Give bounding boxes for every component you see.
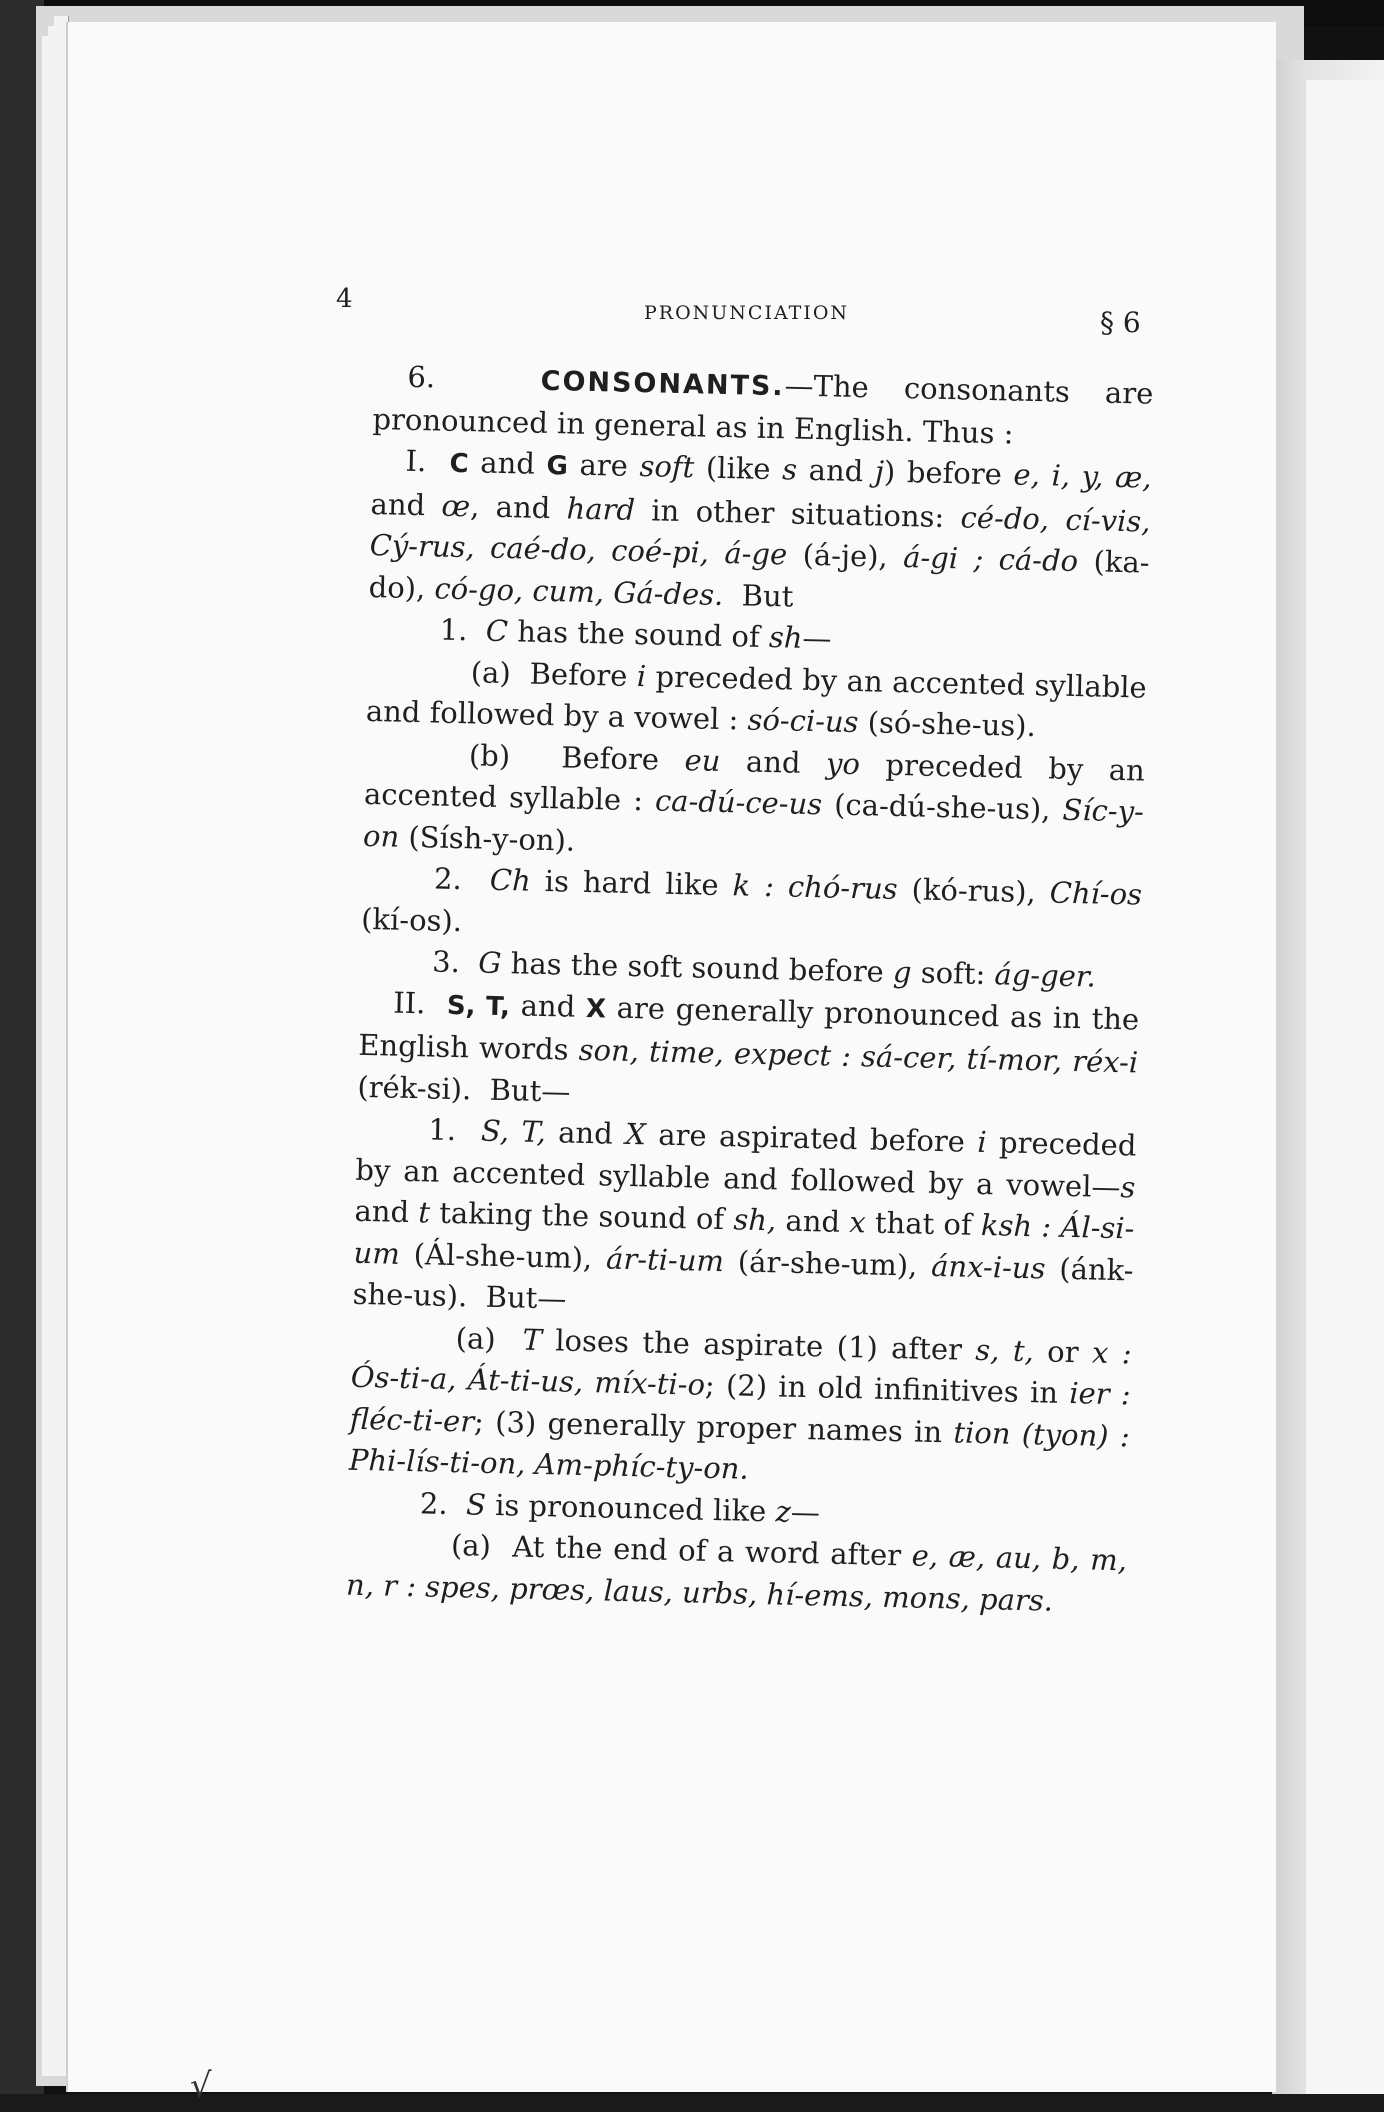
rule-number: 2. bbox=[433, 861, 463, 897]
text: and bbox=[557, 1115, 614, 1151]
latin-example: ca-dú-ce-us bbox=[654, 783, 823, 822]
letter: S bbox=[465, 1486, 487, 1522]
rule-number: II. bbox=[392, 985, 426, 1020]
section-number: 6. bbox=[407, 359, 436, 395]
latin-example: Ál-si-um bbox=[353, 1209, 1135, 1271]
text: and bbox=[354, 1193, 410, 1230]
rule-II-2a-paragraph bbox=[346, 1523, 1128, 1624]
text: At the end of a word after bbox=[511, 1529, 902, 1573]
pronunciation: (só-she-us). bbox=[867, 705, 1037, 744]
latin-examples: á-gi ; cá-do bbox=[902, 540, 1079, 579]
pronunciation: (ca-dú-she-us), bbox=[833, 787, 1051, 827]
latin-example: só-ci-us bbox=[747, 702, 859, 740]
rule-I-paragraph bbox=[368, 440, 1152, 626]
letters: S, T, bbox=[480, 1113, 547, 1150]
text: — bbox=[802, 620, 832, 656]
sound: ksh : bbox=[980, 1207, 1052, 1244]
subrule-label: (a) bbox=[455, 1320, 497, 1356]
text: are generally pronounced as in the English words bbox=[357, 990, 1140, 1067]
rule-I-1b-paragraph bbox=[363, 732, 1146, 874]
letter: k : bbox=[732, 868, 775, 904]
latin-examples: Ós-ti-a, Át-ti-us, míx-ti-o bbox=[350, 1359, 706, 1402]
text: are bbox=[579, 447, 629, 483]
page-number: 4 bbox=[336, 284, 353, 314]
latin-examples: sá-cer, tí-mor, réx-i bbox=[860, 1039, 1139, 1080]
text: taking the sound of bbox=[438, 1195, 725, 1237]
pronunciation: (ánk-she-us). bbox=[352, 1251, 1134, 1314]
letter: x : bbox=[1091, 1335, 1133, 1370]
rule-number: I. bbox=[405, 443, 427, 479]
pronunciation: (Sísh-y-on). bbox=[408, 819, 576, 858]
text: and bbox=[370, 486, 426, 522]
suffix: tion bbox=[953, 1414, 1011, 1451]
text: is hard like bbox=[544, 864, 720, 902]
letter: g bbox=[892, 954, 912, 990]
text: are aspirated before bbox=[657, 1117, 966, 1159]
sound: sh bbox=[768, 620, 803, 655]
text: But— bbox=[489, 1072, 571, 1109]
letter: i bbox=[636, 658, 647, 693]
section-intro: —The consonants are pronounced in general as in English. Thus : bbox=[372, 368, 1154, 451]
text: soft: bbox=[920, 955, 986, 992]
letter: t, bbox=[1012, 1333, 1035, 1368]
diphthong: eu bbox=[684, 742, 721, 778]
sound: sh, bbox=[733, 1202, 777, 1238]
letter: i bbox=[976, 1124, 988, 1160]
letter: G bbox=[477, 945, 502, 981]
latin-example: chó-rus bbox=[787, 869, 899, 907]
latin-examples: spes, prœs, laus, urbs, hí-ems, mons, pars. bbox=[424, 1568, 1054, 1618]
text: preceded by an accented syllable and followed by a vowel : bbox=[365, 658, 1148, 737]
latin-example: fléc-ti-er bbox=[349, 1401, 475, 1439]
letter-list: e, æ, au, b, m, n, r : bbox=[345, 1538, 1128, 1603]
text: or bbox=[1046, 1334, 1079, 1369]
letter-c: C bbox=[449, 448, 470, 480]
letter: X bbox=[624, 1116, 647, 1152]
letter: T bbox=[522, 1322, 543, 1357]
latin-example: Chí-os bbox=[1049, 875, 1143, 912]
term-soft: soft bbox=[639, 449, 695, 485]
text: in other situations: bbox=[651, 492, 945, 534]
facing-page bbox=[1306, 80, 1384, 2112]
latin-example: ág-ger. bbox=[994, 957, 1097, 994]
text: preceded by an accented syllable and followed by a vowel— bbox=[355, 1125, 1137, 1204]
rule-number: 2. bbox=[419, 1485, 449, 1521]
text: loses the aspirate (1) after bbox=[554, 1322, 963, 1367]
english-words: son, time, expect : bbox=[578, 1032, 852, 1073]
text: (like bbox=[705, 450, 771, 487]
pronunciation: (ka-do), bbox=[368, 544, 1150, 605]
text: ; (3) generally proper names in bbox=[473, 1404, 943, 1449]
text: and bbox=[480, 445, 536, 481]
section-title: CONSONANTS. bbox=[540, 365, 785, 403]
letter: t bbox=[418, 1195, 431, 1230]
pronunciation: (kó-rus), bbox=[911, 872, 1037, 910]
pronunciation: (á-je), bbox=[802, 537, 889, 574]
margin-check-mark: √ bbox=[190, 2066, 212, 2106]
subrule-label: (a) bbox=[470, 654, 512, 690]
rule-number: 1. bbox=[428, 1112, 457, 1148]
text: ) before bbox=[883, 454, 1003, 492]
text: But— bbox=[485, 1279, 567, 1316]
text: and bbox=[520, 988, 576, 1024]
pronunciation: (rék-si). bbox=[357, 1069, 472, 1106]
letter: z bbox=[775, 1493, 792, 1529]
latin-examples: Phi-lís-ti-on, Am-phíc-ty-on. bbox=[348, 1442, 750, 1486]
latin-example: ánx-i-us bbox=[930, 1248, 1046, 1285]
running-head: PRONUNCIATION bbox=[644, 302, 850, 324]
rule-II-1a-paragraph bbox=[348, 1315, 1132, 1499]
letter: s bbox=[1120, 1169, 1136, 1204]
rule-number: 1. bbox=[439, 612, 468, 648]
vowel: œ bbox=[441, 488, 471, 523]
page-header bbox=[336, 284, 1156, 339]
letter-g: G bbox=[546, 450, 569, 482]
letters: S, T, bbox=[446, 990, 511, 1022]
pronunciation: (ár-she-um), bbox=[737, 1243, 918, 1283]
section-reference: § 6 bbox=[1100, 306, 1141, 339]
term-hard: hard bbox=[566, 490, 636, 527]
latin-examples: có-go, cum, Gá-des. bbox=[434, 570, 724, 612]
pronunciation: (kí-os). bbox=[360, 901, 463, 938]
letter: x bbox=[848, 1205, 867, 1240]
text: and bbox=[808, 452, 864, 489]
letter: Ch bbox=[489, 862, 532, 898]
pronunciation: (Ál-she-um), bbox=[413, 1236, 593, 1275]
latin-example: ár-ti-um bbox=[605, 1241, 725, 1278]
rule-number: 3. bbox=[431, 944, 461, 980]
vowel-list: e, i, y, æ, bbox=[1013, 457, 1152, 495]
text: — bbox=[790, 1494, 821, 1529]
suffix: (tyon) : bbox=[1021, 1416, 1131, 1453]
text: and bbox=[745, 744, 801, 780]
rule-II-1-paragraph bbox=[352, 1108, 1137, 1333]
text: But bbox=[741, 577, 794, 614]
text: ; (2) in old infinitives in bbox=[704, 1367, 1059, 1410]
text: has the soft sound before bbox=[510, 946, 885, 989]
text: has the sound of bbox=[516, 614, 761, 654]
rule-II-paragraph bbox=[357, 981, 1140, 1125]
text: preceded by an accented syllable : bbox=[363, 747, 1146, 818]
latin-examples: cé-do, cí-vis, Cý-rus, caé-do, coé-pi, á-ge bbox=[369, 499, 1151, 572]
text: that of bbox=[874, 1205, 973, 1242]
letter: C bbox=[485, 613, 509, 649]
latin-example: Síc-y-on bbox=[362, 792, 1145, 854]
letter: X bbox=[585, 993, 607, 1024]
text: and bbox=[785, 1203, 841, 1239]
text: , and bbox=[469, 488, 551, 525]
page-body bbox=[341, 356, 1153, 1813]
letter: j bbox=[874, 454, 885, 489]
diphthong: yo bbox=[825, 745, 861, 781]
letter: s bbox=[781, 452, 798, 487]
text: Before bbox=[529, 656, 628, 693]
suffix: ier : bbox=[1068, 1376, 1132, 1412]
subrule-label: (a) bbox=[450, 1528, 492, 1563]
letter: s, bbox=[975, 1332, 1000, 1367]
text: Before bbox=[560, 739, 660, 777]
text: is pronounced like bbox=[494, 1487, 767, 1528]
subrule-label: (b) bbox=[468, 737, 511, 773]
